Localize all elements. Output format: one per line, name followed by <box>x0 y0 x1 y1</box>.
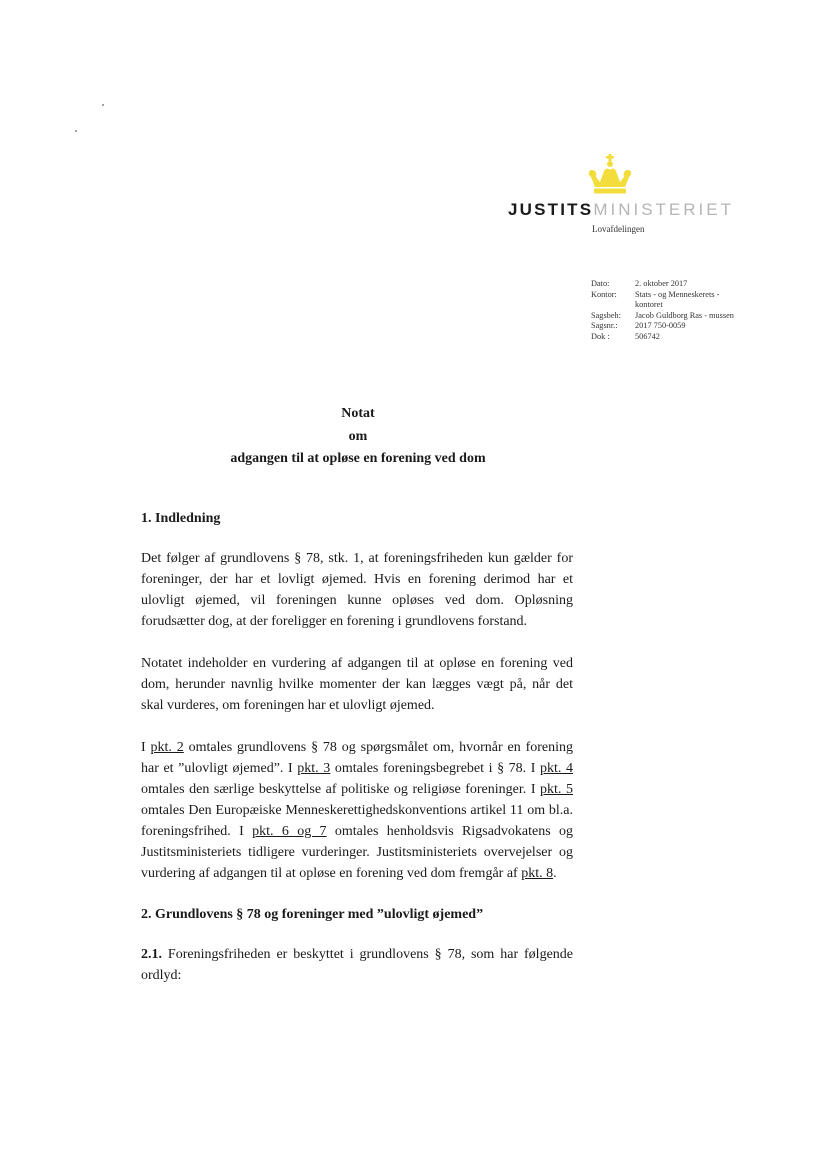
meta-row <box>591 290 741 311</box>
department-name: Lovafdelingen <box>592 224 645 234</box>
text: omtales foreningsbegrebet i § 78. I <box>330 761 541 776</box>
scan-speck <box>102 104 104 106</box>
paragraph: Notatet indeholder en vurdering af adgangen til at opløse en forening ved dom, herunder navnlig hvilke momenter der kan lægges vægt på, når det skal vurderes, om foreningen har et ulovligt øjemed. <box>141 656 573 713</box>
document-metadata <box>591 279 741 342</box>
text: Foreningsfriheden er beskyttet i grundlovens § 78, som har følgende ordlyd: <box>141 947 573 983</box>
section-link[interactable]: pkt. 3 <box>297 761 331 776</box>
meta-row <box>591 279 741 290</box>
meta-label: Dato: <box>591 279 610 288</box>
title-line: Notat <box>341 406 375 421</box>
document-title <box>140 403 576 471</box>
meta-value: 2. oktober 2017 <box>635 279 688 288</box>
paragraph-number: 2.1. <box>141 947 162 962</box>
meta-value: Jacob Guldborg Ras - mussen <box>635 310 734 320</box>
meta-label: Sagsbeh: <box>591 310 621 320</box>
text: omtales Den Europæiske Menneskerettighedskonventions artikel 11 om bl.a. foreningsfrihed. I <box>141 803 573 839</box>
meta-row <box>591 311 741 322</box>
text: omtales den særlige beskyttelse af politiske og religiøse foreninger. I <box>141 782 541 797</box>
section-link[interactable]: pkt. 6 og 7 <box>252 824 327 839</box>
text: omtales grundlovens § 78 og spørgsmålet om, hvornår en forening har et ”ulovligt øjemed”. I <box>141 740 573 776</box>
paragraph: Det følger af grundlovens § 78, stk. 1, at foreningsfriheden kun gælder for foreninger, der har et lovligt øjemed. Hvis en forening derimod har et ulovligt øjemed, vil foreningen kunne opløses ved dom. Opløsning forudsætter dog, at der foreligger en forening i grundlovens forstand. <box>141 551 573 629</box>
paragraph <box>141 737 573 884</box>
text: omtales henholdsvis Rigsadvokatens og Justitsministeriets tidligere vurderinger. Justitsministeriets overvejelser og vurdering af adgangen til at opløse en forening ved dom fremgår af <box>141 824 574 881</box>
section-link[interactable]: pkt. 5 <box>540 782 574 797</box>
meta-label: Sagsnr.: <box>591 321 618 330</box>
meta-row <box>591 321 741 332</box>
section-link[interactable]: pkt. 2 <box>150 740 184 755</box>
section-link[interactable]: pkt. 4 <box>540 761 574 776</box>
ministry-logo-wordmark <box>508 200 734 220</box>
crown-icon <box>586 154 634 196</box>
logo-name-light: MINISTERIET <box>593 200 734 219</box>
meta-value: 506742 <box>635 331 660 341</box>
section-heading: 1. Indledning <box>141 511 221 526</box>
paragraph <box>141 944 573 986</box>
meta-label: Dok : <box>591 331 610 341</box>
meta-row <box>591 332 741 343</box>
document-body <box>141 508 573 986</box>
title-line: om <box>348 428 368 444</box>
text: I <box>141 740 151 755</box>
text: . <box>553 866 557 881</box>
meta-label: Kontor: <box>591 289 617 299</box>
logo-name-bold: JUSTITS <box>508 200 594 219</box>
meta-value: 2017 750-0059 <box>635 321 686 330</box>
title-line: adgangen til at opløse en forening ved dom <box>230 451 486 466</box>
section-heading: 2. Grundlovens § 78 og foreninger med ”ulovligt øjemed” <box>141 907 484 922</box>
scan-speck <box>75 130 77 132</box>
meta-value: Stats - og Menneskerets - kontoret <box>635 289 720 309</box>
section-link[interactable]: pkt. 8 <box>521 866 554 881</box>
